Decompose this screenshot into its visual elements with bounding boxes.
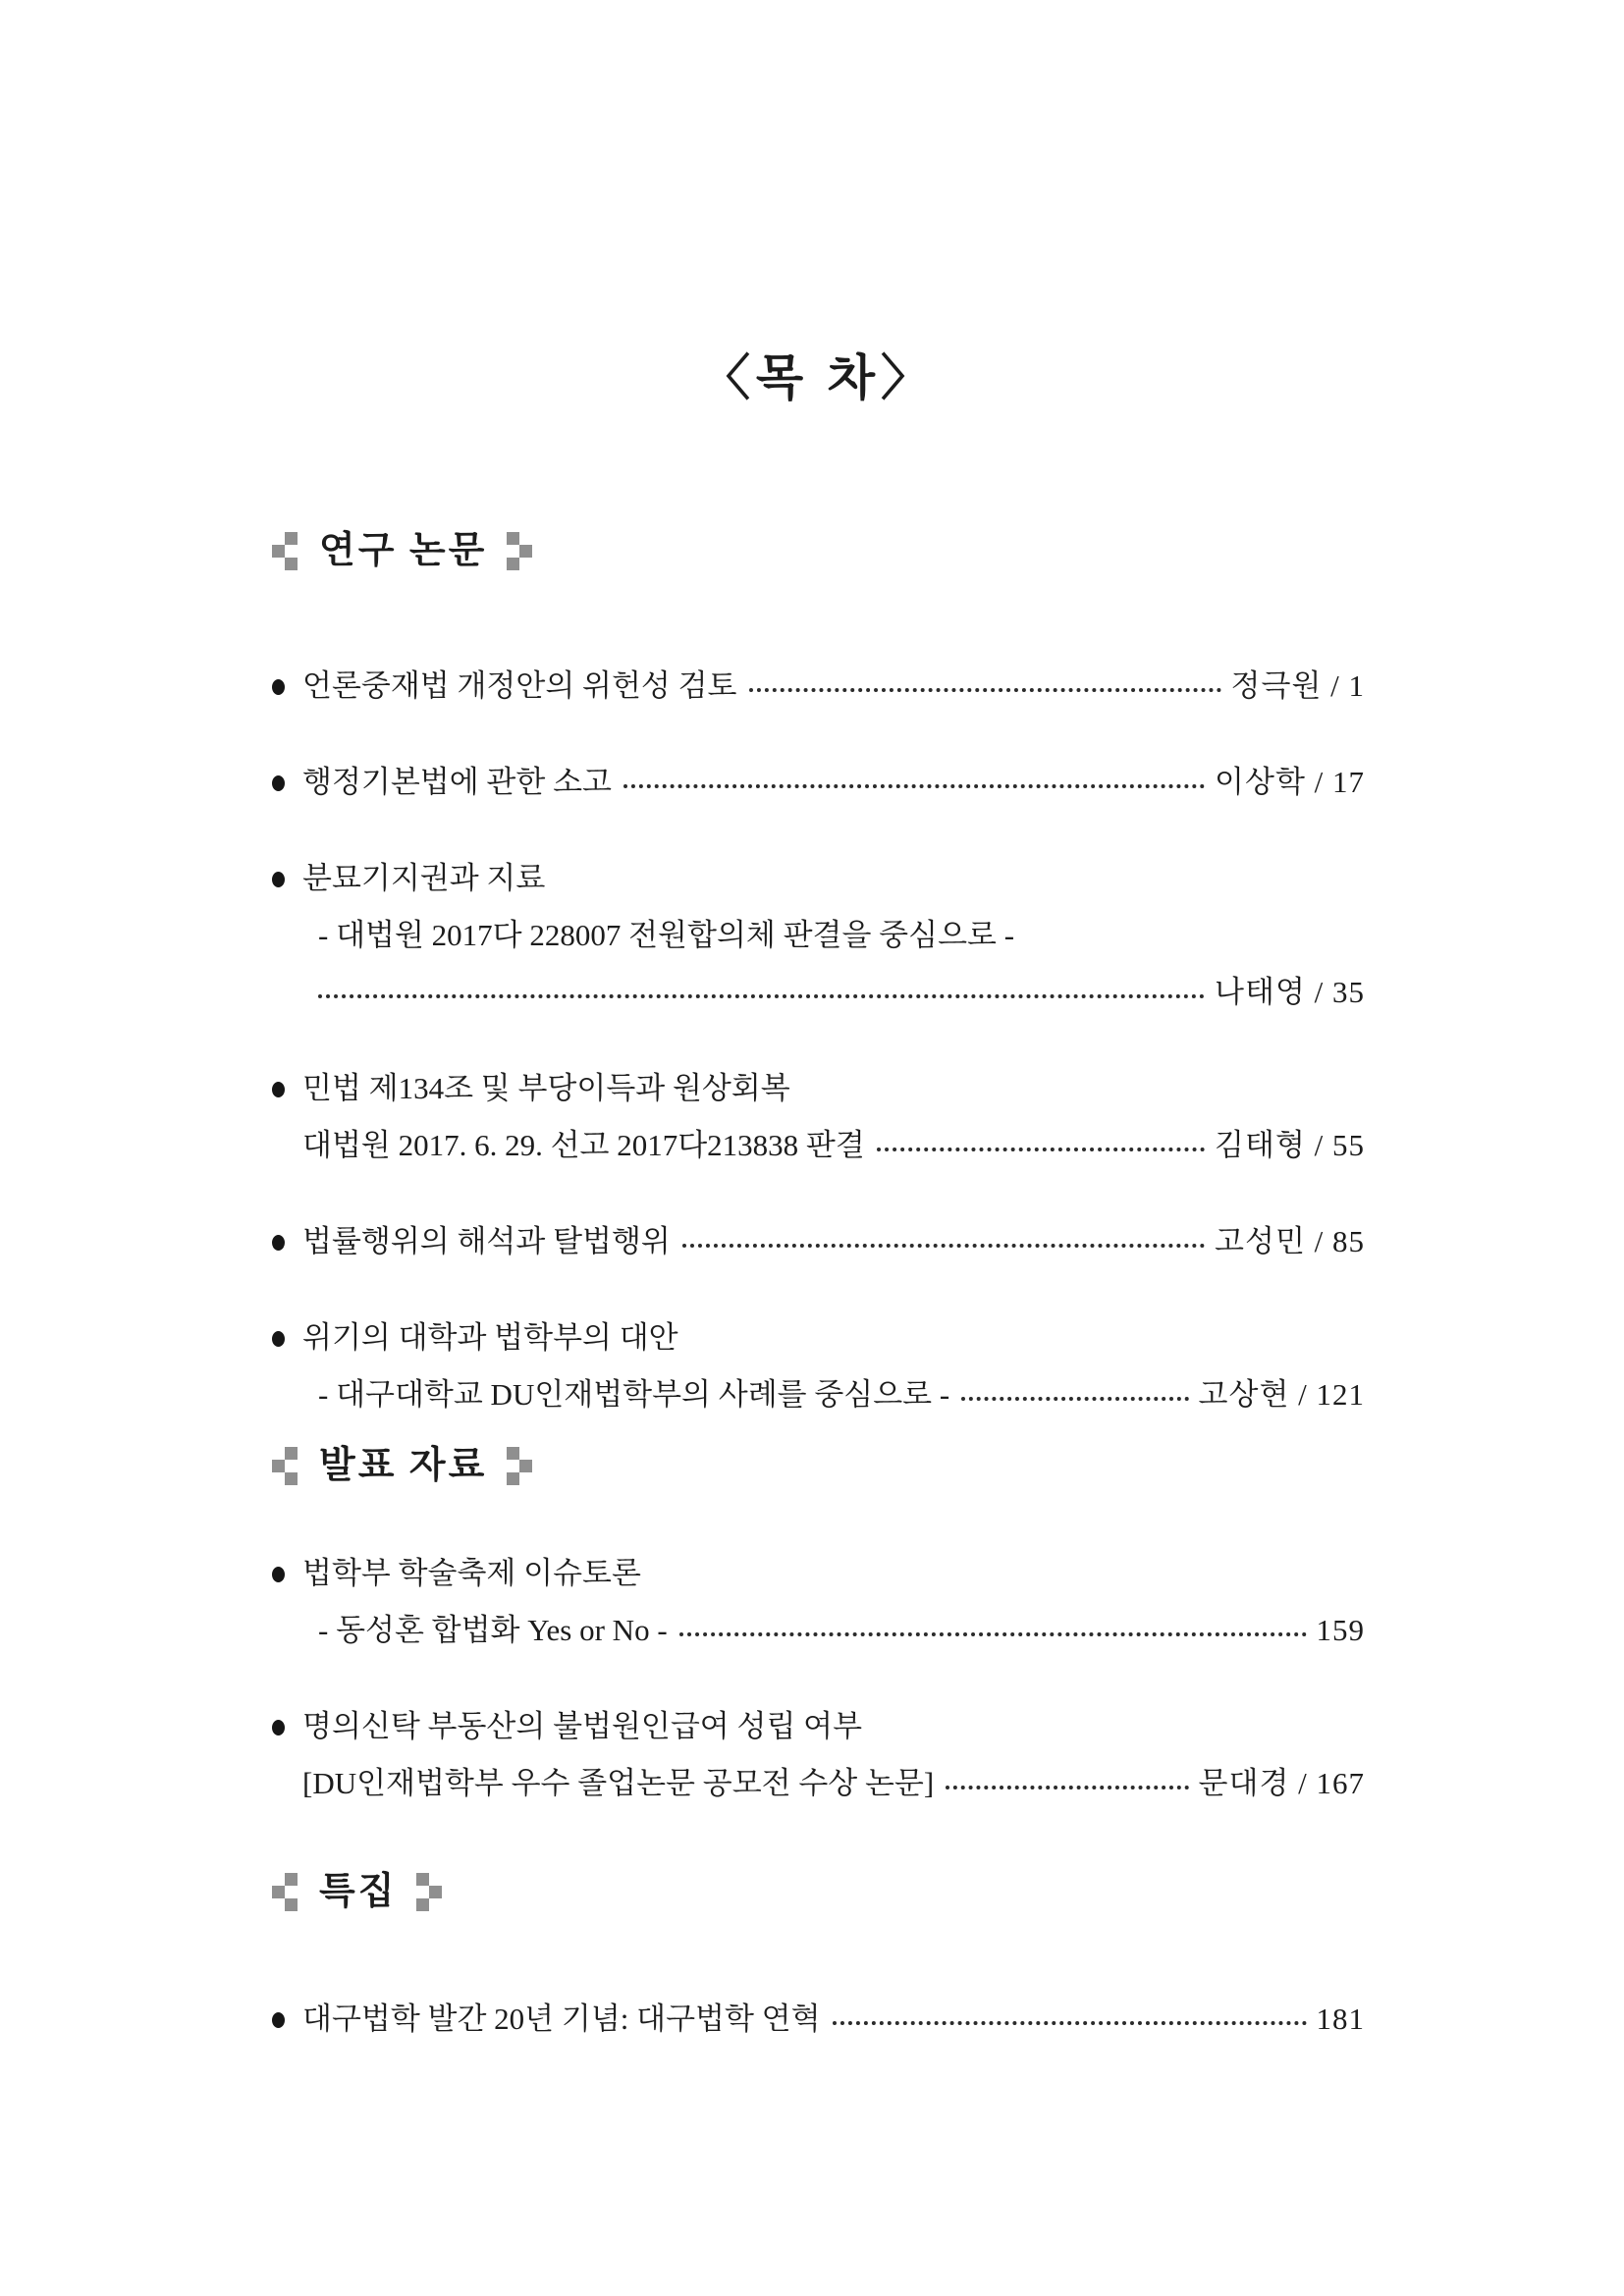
bullet-icon — [272, 1331, 285, 1347]
toc-item-ref-line — [302, 964, 1365, 1021]
section-title: 발표 자료 — [319, 1445, 488, 1486]
ornament-square — [507, 1447, 519, 1460]
ornament-right-icon — [507, 1447, 532, 1485]
toc-item-line — [302, 658, 1365, 715]
ornament-square — [416, 1898, 429, 1911]
section-title: 연구 논문 — [319, 530, 488, 571]
toc-item-line — [302, 1698, 1365, 1755]
ornament-square — [285, 1873, 298, 1886]
page-title: 〈목 차〉 — [700, 350, 937, 405]
ornament-left-icon — [272, 1873, 298, 1911]
toc-item-subtitle-line — [302, 1602, 1365, 1659]
ornament-square — [285, 532, 298, 545]
item-subtitle: 대법원 2017. 6. 29. 선고 2017다213838 판결 — [302, 1128, 865, 1162]
ornament-right-icon — [416, 1873, 442, 1911]
item-title: 위기의 대학과 법학부의 대안 — [302, 1320, 678, 1355]
dot-leader — [833, 2021, 1307, 2025]
dot-leader — [682, 1244, 1205, 1248]
ornament-square — [272, 545, 285, 558]
bullet-icon — [272, 2012, 285, 2028]
toc-item-line — [302, 1991, 1365, 2048]
toc-item — [272, 1991, 1365, 2048]
ornament-square — [285, 1898, 298, 1911]
section-research-papers — [272, 528, 1365, 1423]
ornament-left-icon — [272, 532, 298, 570]
item-author-page: 나태영 / 35 — [1215, 975, 1365, 1009]
dot-leader — [877, 1148, 1205, 1151]
toc-item-line — [302, 754, 1365, 811]
section-items — [272, 1991, 1365, 2048]
toc-item-line — [302, 1545, 1365, 1602]
bullet-icon — [272, 1082, 285, 1097]
item-author-page: 정극원 / 1 — [1230, 668, 1365, 703]
dot-leader — [318, 994, 1205, 998]
toc-item-subtitle-line — [302, 1117, 1365, 1174]
item-title: 분묘기지권과 지료 — [302, 861, 546, 895]
dot-leader — [961, 1397, 1188, 1401]
section-header — [272, 528, 1365, 573]
item-subtitle: - 대법원 2017다 228007 전원합의체 판결을 중심으로 - — [318, 918, 1015, 952]
ornament-square — [507, 558, 519, 570]
toc-item — [272, 1213, 1365, 1270]
section-title: 특집 — [319, 1871, 398, 1912]
ornament-square — [429, 1886, 442, 1898]
item-subtitle: [DU인재법학부 우수 졸업논문 공모전 수상 논문] — [302, 1766, 935, 1800]
item-title: 법률행위의 해석과 탈법행위 — [302, 1224, 671, 1258]
item-subtitle: - 대구대학교 DU인재법학부의 사례를 중심으로 - — [318, 1377, 950, 1412]
section-items — [272, 1545, 1365, 1812]
toc-item-line — [302, 850, 1365, 907]
toc-item — [272, 1309, 1365, 1423]
item-title: 행정기본법에 관한 소고 — [302, 765, 612, 799]
item-page: 159 — [1316, 1613, 1365, 1647]
dot-leader — [623, 784, 1205, 788]
bullet-icon — [272, 872, 285, 887]
ornament-square — [272, 1886, 285, 1898]
toc-item-subtitle-line — [302, 1366, 1365, 1423]
toc-item — [272, 1060, 1365, 1174]
item-title: 언론중재법 개정안의 위헌성 검토 — [302, 668, 737, 703]
toc-item — [272, 850, 1365, 1021]
item-author-page: 고상현 / 121 — [1198, 1377, 1365, 1412]
section-header — [272, 1869, 1365, 1914]
section-header — [272, 1443, 1365, 1488]
toc-item — [272, 1545, 1365, 1659]
item-title: 민법 제134조 및 부당이득과 원상회복 — [302, 1071, 790, 1105]
item-author-page: 문대경 / 167 — [1198, 1766, 1365, 1800]
item-title: 명의신탁 부동산의 불법원인급여 성립 여부 — [302, 1709, 863, 1743]
ornament-square — [507, 1472, 519, 1485]
dot-leader — [679, 1632, 1307, 1636]
bullet-icon — [272, 679, 285, 695]
toc-item — [272, 658, 1365, 715]
section-special-feature — [272, 1869, 1365, 2048]
toc-item-subtitle-line — [302, 907, 1365, 964]
bullet-icon — [272, 1720, 285, 1735]
toc-item-subtitle-line — [302, 1755, 1365, 1812]
item-author-page: 고성민 / 85 — [1215, 1224, 1365, 1258]
item-title: 대구법학 발간 20년 기념: 대구법학 연혁 — [302, 2002, 821, 2036]
toc-item-line — [302, 1213, 1365, 1270]
toc-item-line — [302, 1309, 1365, 1366]
ornament-square — [416, 1873, 429, 1886]
item-title: 법학부 학술축제 이슈토론 — [302, 1556, 641, 1590]
ornament-square — [285, 1447, 298, 1460]
dot-leader — [946, 1786, 1188, 1789]
dot-leader — [749, 688, 1221, 692]
ornament-right-icon — [507, 532, 532, 570]
ornament-left-icon — [272, 1447, 298, 1485]
ornament-square — [285, 558, 298, 570]
toc-item — [272, 754, 1365, 811]
ornament-square — [272, 1460, 285, 1472]
bullet-icon — [272, 1235, 285, 1251]
item-author-page: 김태형 / 55 — [1215, 1128, 1365, 1162]
ornament-square — [519, 1460, 532, 1472]
ornament-square — [519, 545, 532, 558]
toc-item-line — [302, 1060, 1365, 1117]
item-page: 181 — [1316, 2002, 1365, 2036]
section-items — [272, 658, 1365, 1423]
item-author-page: 이상학 / 17 — [1215, 765, 1365, 799]
ornament-square — [285, 1472, 298, 1485]
bullet-icon — [272, 775, 285, 791]
toc-item — [272, 1698, 1365, 1812]
ornament-square — [507, 532, 519, 545]
section-presentations — [272, 1443, 1365, 1812]
bullet-icon — [272, 1567, 285, 1582]
item-subtitle: - 동성혼 합법화 Yes or No - — [318, 1613, 668, 1647]
